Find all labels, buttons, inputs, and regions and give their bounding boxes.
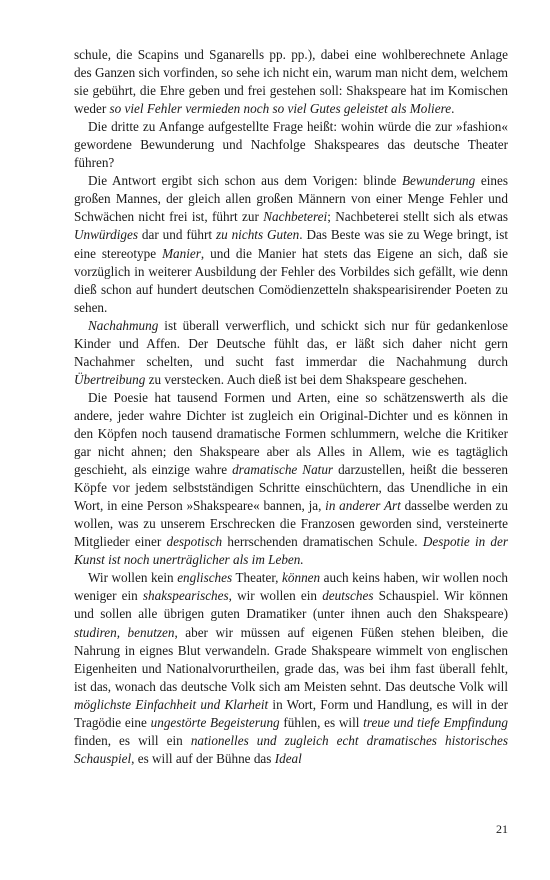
text-run: Wir wollen kein [88, 570, 178, 586]
paragraph-4 [74, 317, 508, 389]
text-run: , es will auf der Bühne das [131, 750, 275, 766]
emphasis-run: können [282, 570, 321, 586]
paragraph-2 [74, 118, 508, 172]
emphasis-run: möglichste Einfachheit und Klarheit [74, 696, 269, 712]
emphasis-run: englisches [177, 570, 233, 586]
emphasis-run: studiren, benutzen [74, 624, 175, 640]
text-run: Schauspiel. Wir können und sollen alle übrigen guten Dramatiker (unter ihnen auch den Shakspeare) [74, 588, 508, 622]
text-run: . Das Beste was sie zu Wege bringt, ist eine stereotype [74, 227, 508, 261]
page-number: 21 [496, 822, 508, 836]
emphasis-run: in anderer Art [325, 498, 401, 514]
page-body [74, 46, 508, 768]
text-run: zu verstecken. Auch dieß ist bei dem Shakspeare geschehen. [145, 371, 468, 387]
text-run: Die dritte zu Anfange aufgestellte Frage heißt: wohin würde die zur »fashion« gewordene Bewunderung und Nachfolge Shakspeares das deutsche Theater führen? [74, 119, 508, 171]
text-run: , und die Manier hat stets das Eigene an sich, daß sie vorzüglich in weiterer Ausbildung der Fehler des Vorbildes sich gefällt, wie denn dieß schon auf hundert deutschen Comödienzetteln shakspearisirender Poeten zu sehen. [74, 245, 508, 315]
emphasis-run: Ideal [274, 750, 302, 766]
paragraph-1 [74, 46, 508, 118]
emphasis-run: Despotie in der Kunst ist noch unerträglicher als im Leben. [74, 534, 508, 568]
text-run: , wir wollen ein [228, 588, 323, 604]
text-run: Die Antwort ergibt sich schon aus dem Vorigen: blinde [88, 173, 402, 189]
text-run: auch keins haben, wir wollen noch weniger ein [74, 570, 509, 604]
text-run: , aber wir müssen auf eigenen Füßen stehen bleiben, die Nahrung in eignes Blut verwandeln. Grade Shakspeare wimmelt von englischen Eigenheiten und Nationalvorurtheilen, grade das, was bei ihm fast überall fehlt, ist das, wonach das deutsche Volk sich am Meisten sehnt. Das deutsche Volk will [74, 624, 508, 694]
paragraph-6 [74, 569, 508, 768]
emphasis-run: treue und tiefe Empfindung [363, 714, 508, 730]
text-run: darzustellen, heißt die besseren Köpfe vor jedem selbstständigen Schritte einschüchtern, das Unendliche in ein Wort, in eine Person »Shakspeare« bannen, ja, [74, 462, 509, 514]
text-run: in Wort, Form und Handlung, es will in der Tragödie eine [74, 696, 508, 730]
text-run: eines großen Mannes, der gleich allen großen Männern von einer Menge Fehler und Schwächen nicht frei ist, führt zur [74, 173, 508, 225]
emphasis-run: Bewunderung [401, 173, 476, 189]
emphasis-run: so viel Fehler vermieden noch so viel Gutes geleistet als Moliere [109, 101, 452, 117]
text-run: fühlen, es will [279, 714, 364, 730]
emphasis-run: deutsches [322, 588, 374, 604]
emphasis-run: ungestörte Begeisterung [150, 714, 280, 730]
emphasis-run: despotisch [166, 534, 223, 550]
emphasis-run: Unwürdiges [74, 227, 138, 243]
emphasis-run: Übertreibung [74, 371, 146, 387]
emphasis-run: nationelles und zugleich echt dramatisches historisches Schauspiel [74, 732, 508, 766]
paragraph-3 [74, 172, 508, 316]
text-run: finden, es will ein [74, 732, 191, 748]
emphasis-run: Manier [162, 245, 201, 261]
text-run: . [451, 101, 455, 117]
emphasis-run: Nachahmung [88, 317, 159, 333]
text-run: Theater, [232, 570, 283, 586]
text-run: dar und führt [138, 227, 216, 243]
emphasis-run: zu nichts Guten [215, 227, 300, 243]
emphasis-run: dramatische Natur [232, 462, 334, 478]
emphasis-run: shakspearisches [142, 588, 229, 604]
text-run: ist überall verwerflich, und schickt sich nur für gedankenlose Kinder und Affen. Der Deutsche fühlt das, er läßt sich daher nicht gern Nachahmer schelten, und sucht fast immerdar die Nachahmung durch [74, 317, 508, 369]
paragraph-5 [74, 389, 508, 569]
emphasis-run: Nachbeterei [263, 209, 328, 225]
text-run: schule, die Scapins und Sganarells pp. pp.), dabei eine wohlberechnete Anlage des Ganzen sich vorfinden, so sehe ich nicht ein, warum man nicht dem, welchem sie gebührt, die Ehre geben und frei gestehen soll: Shakspeare hat im Komischen weder [74, 47, 508, 117]
text-run: Die Poesie hat tausend Formen und Arten, eine so schätzenswerth als die andere, jeder wahre Dichter ist zugleich ein Original-Dichter und es können in den Köpfen noch tausend dramatische Formen schlummern, welche die Kritiker gar nicht ahnen; den Shakspeare aber als Alles in Allem, wie es tagtäglich geschieht, als einzige wahre [74, 389, 508, 478]
text-run: ; Nachbeterei stellt sich als etwas [327, 209, 508, 225]
text-run: herrschenden dramatischen Schule. [222, 534, 423, 550]
text-run: dasselbe werden zu wollen, was zu unserem Erschrecken die Franzosen geworden sind, versteinerte Mitglieder einer [74, 498, 509, 550]
